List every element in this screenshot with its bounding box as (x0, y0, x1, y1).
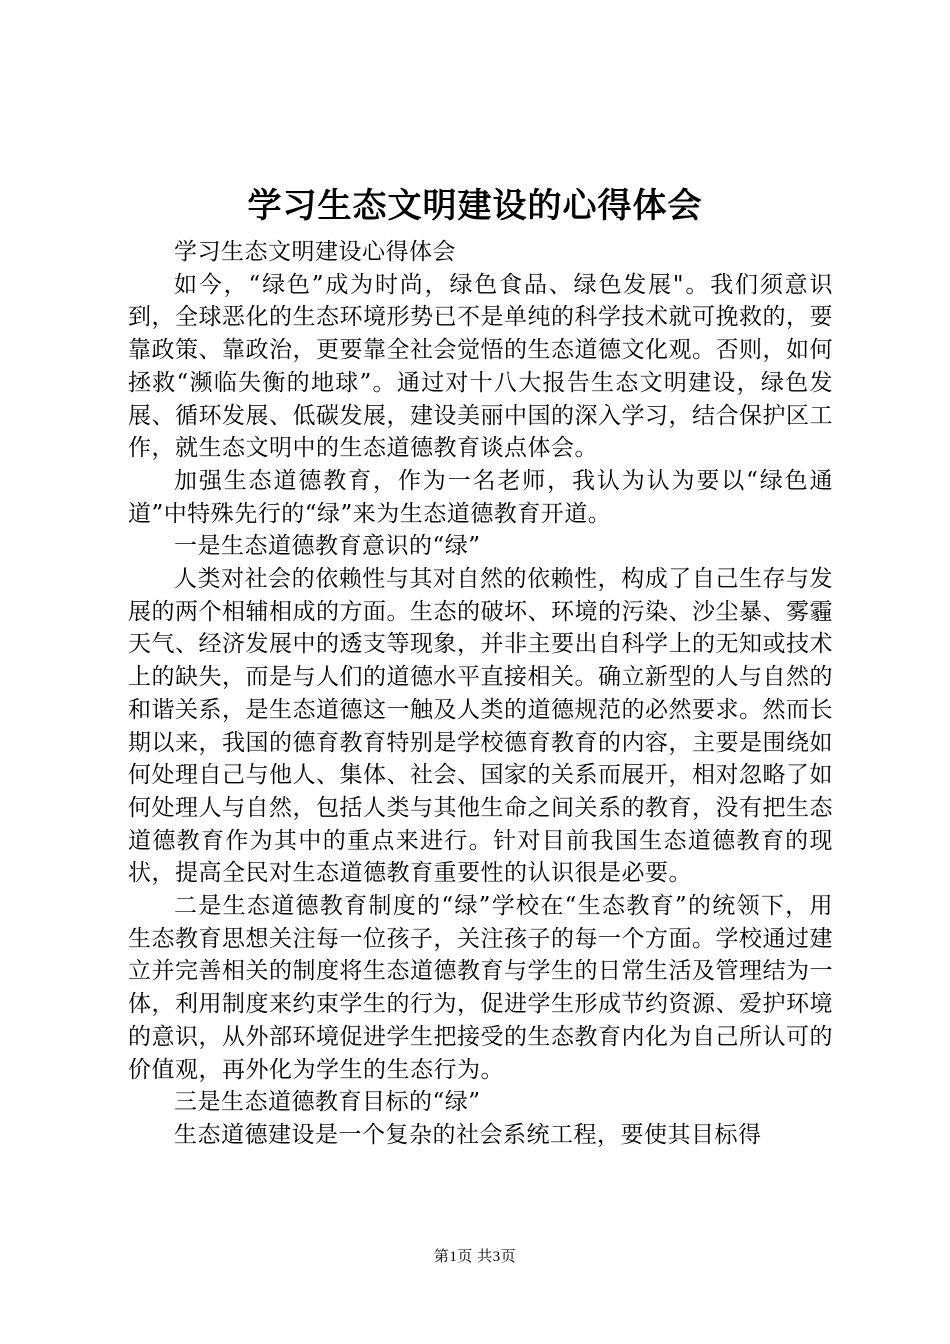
document-body (128, 236, 833, 1152)
document-title: 学习生态文明建设的心得体会 (247, 186, 703, 226)
heading-first-point: 一是生态道德教育意识的“绿” (174, 533, 481, 560)
paragraph-subtitle: 学习生态文明建设心得体会 (174, 239, 456, 265)
paragraph-second-point: 二是生态道德教育制度的“绿”学校在“生态教育”的统领下，用生态教育思想关注每一位孩子，关注孩子的每一个方面。学校通过建立并完善相关的制度将生态道德教育与学生的日常生活及管理结为一体，利用制度来约束学生的行为，促进学生形成节约资源、爱护环境的意识，从外部环境促进学生把接受的生态教育内化为自己所认可的价值观，再外化为学生的生态行为。 (128, 893, 833, 1083)
heading-third-point: 三是生态道德教育目标的“绿” (174, 1089, 481, 1116)
paragraph-third-point: 生态道德建设是一个复杂的社会系统工程，要使其目标得 (174, 1121, 762, 1148)
paragraph-strengthen: 加强生态道德教育，作为一名老师，我认为认为要以“绿色通道”中特殊先行的“绿”来为生态道德教育开道。 (128, 467, 833, 527)
page-number-footer: 第1页 共3页 (433, 1249, 517, 1265)
paragraph-intro: 如今，“绿色”成为时尚，绿色食品、绿色发展"。我们须意识到，全球恶化的生态环境形势已不是单纯的科学技术就可挽救的，要靠政策、靠政治，更要靠全社会觉悟的生态道德文化观。否则，如何拯救“濒临失衡的地球”。通过对十八大报告生态文明建设，绿色发展、循环发展、低碳发展，建设美丽中国的深入学习，结合保护区工作，就生态文明中的生态道德教育谈点体会。 (128, 271, 833, 462)
paragraph-first-point: 人类对社会的依赖性与其对自然的依赖性，构成了自己生存与发展的两个相辅相成的方面。生态的破坏、环境的污染、沙尘暴、雾霾天气、经济发展中的透支等现象，并非主要出自科学上的无知或技术上的缺失，而是与人们的道德水平直接相关。确立新型的人与自然的和谐关系，是生态道德这一触及人类的道德规范的必然要求。然而长期以来，我国的德育教育特别是学校德育教育的内容，主要是围绕如何处理自己与他人、集体、社会、国家的关系而展开，相对忽略了如何处理人与自然，包括人类与其他生命之间关系的教育，没有把生态道德教育作为其中的重点来进行。针对目前我国生态道德教育的现状，提高全民对生态道德教育重要性的认识很是必要。 (128, 566, 833, 887)
